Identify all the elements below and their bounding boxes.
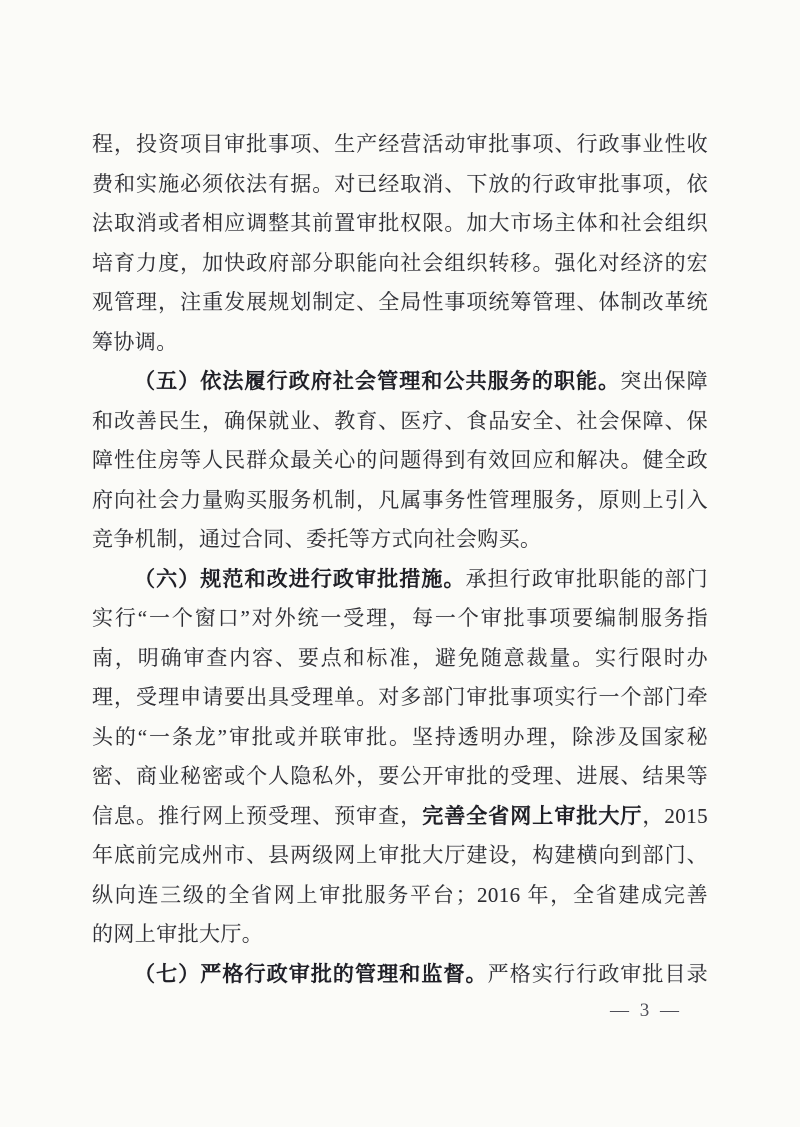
- body-text: 的网上审批大厅。: [92, 922, 264, 946]
- paragraph-item-6: [92, 560, 708, 955]
- body-text: 头的“一条龙”审批或并联审批。坚持透明办理，除涉及国家秘: [92, 724, 708, 749]
- body-text: 培育力度，加快政府部分职能向社会组织转移。强化对经济的宏: [92, 250, 708, 275]
- page-number: — 3 —: [610, 1000, 682, 1021]
- emphasis-text: （六）规范和改进行政审批措施。: [134, 566, 466, 591]
- body-text: ，2015: [642, 803, 708, 828]
- body-text: 和改善民生，确保就业、教育、医疗、食品安全、社会保障、保: [92, 408, 708, 433]
- body-text: 年底前完成州市、县两级网上审批大厅建设，构建横向到部门、: [92, 843, 708, 867]
- text-line: [92, 165, 708, 205]
- text-line: [92, 560, 708, 600]
- text-line: [92, 520, 708, 560]
- document-body: [92, 125, 708, 994]
- emphasis-text: （七）严格行政审批的管理和监督。: [134, 961, 488, 986]
- body-text: 程，投资项目审批事项、生产经营活动审批事项、行政事业性收: [92, 132, 708, 156]
- text-line: [92, 915, 708, 955]
- text-line: [92, 797, 708, 837]
- text-line: [92, 283, 708, 323]
- body-text: 障性住房等人民群众最关心的问题得到有效回应和解决。健全政: [92, 448, 708, 472]
- text-line: [92, 678, 708, 718]
- text-line: [92, 639, 708, 679]
- body-text: 严格实行行政审批目录: [487, 961, 708, 986]
- text-line: [92, 362, 708, 402]
- body-text: 密、商业秘密或个人隐私外，要公开审批的受理、进展、结果等: [92, 764, 708, 788]
- text-line: [92, 323, 708, 363]
- text-line: [92, 718, 708, 758]
- body-text: 法取消或者相应调整其前置审批权限。加大市场主体和社会组织: [92, 211, 708, 235]
- paragraph-item-5: [92, 362, 708, 560]
- body-text: 费和实施必须依法有据。对已经取消、下放的行政审批事项，依: [92, 171, 708, 196]
- body-text: 理，受理申请要出具受理单。对多部门审批事项实行一个部门牵: [92, 685, 708, 709]
- text-line: [92, 876, 708, 916]
- text-line: [92, 481, 708, 521]
- body-text: 纵向连三级的全省网上审批服务平台；2016 年，全省建成完善: [92, 882, 708, 907]
- text-line: [92, 836, 708, 876]
- text-line: [92, 599, 708, 639]
- body-text: 府向社会力量购买服务机制，凡属事务性管理服务，原则上引入: [92, 487, 708, 512]
- text-line: [92, 244, 708, 284]
- text-line: [92, 125, 708, 165]
- text-line: [92, 402, 708, 442]
- text-line: [92, 441, 708, 481]
- text-line: [92, 204, 708, 244]
- body-text: 信息。推行网上预受理、预审查，: [92, 803, 423, 828]
- body-text: 竞争机制，通过合同、委托等方式向社会购买。: [92, 527, 542, 551]
- emphasis-text: 完善全省网上审批大厅: [422, 803, 643, 828]
- body-text: 观管理，注重发展规划制定、全局性事项统筹管理、体制改革统: [92, 290, 708, 314]
- body-text: 突出保障: [620, 369, 708, 393]
- body-text: 承担行政审批职能的部门: [465, 566, 708, 591]
- body-text: 实行“一个窗口”对外统一受理，每一个审批事项要编制服务指: [92, 606, 708, 630]
- text-line: [92, 757, 708, 797]
- paragraph-item-7: [92, 955, 708, 995]
- body-text: 南，明确审查内容、要点和标准，避免随意裁量。实行限时办: [92, 645, 708, 670]
- text-line: [92, 955, 708, 995]
- emphasis-text: （五）依法履行政府社会管理和公共服务的职能。: [134, 369, 621, 393]
- paragraph-continuation: [92, 125, 708, 362]
- body-text: 筹协调。: [92, 329, 178, 354]
